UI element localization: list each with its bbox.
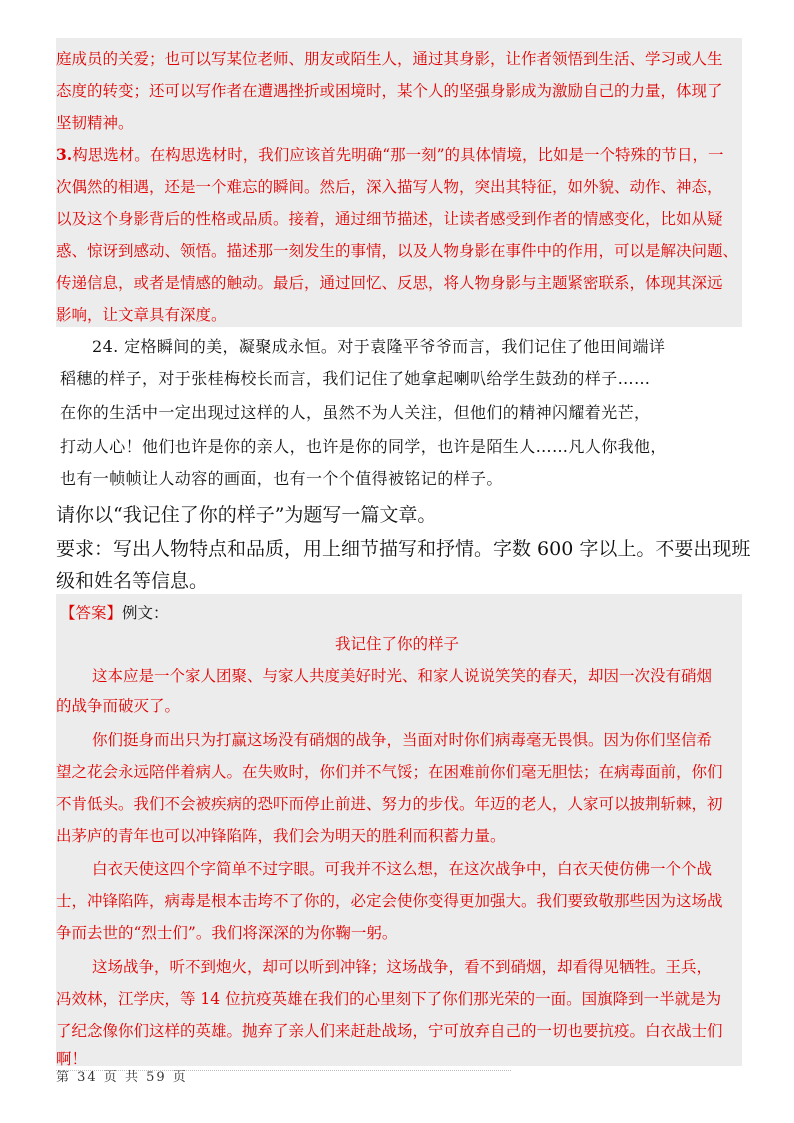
question-prompt: 请你以“我记住了你的样子”为题写一篇文章。	[56, 504, 437, 526]
point3-line: 传递信息，或者是情感的触动。最后，通过回忆、反思，将人物身影与主题紧密联系，体现其深远	[56, 274, 723, 292]
essay-line: 争而去世的“烈士们”。我们将深深的为你鞠一躬。	[56, 924, 398, 942]
essay-line: 你们挺身而出只为打赢这场没有硝烟的战争，当面对时你们病毒毫无畏惧。因为你们坚信希	[92, 731, 713, 749]
essay-line: 啊！	[56, 1050, 88, 1068]
essay-line: 望之花会永远陪伴着病人。在失败时，你们并不气馁；在困难前你们毫无胆怯；在病毒面前，你们	[56, 763, 723, 781]
point3-line: 影响，让文章具有深度。	[56, 306, 227, 324]
requirement-line: 要求：写出人物特点和品质，用上细节描写和抒情。字数 600 字以上。不要出现班	[56, 538, 751, 560]
essay-title: 我记住了你的样子	[334, 635, 459, 653]
essay-line: 不肯低头。我们不会被疾病的恐吓而停止前进、努力的步伐。年迈的老人，人家可以披荆斩棘，初	[56, 795, 723, 813]
essay-line: 的战争而破灭了。	[56, 697, 181, 715]
essay-line: 这场战争，听不到炮火，却可以听到冲锋；这场战争，看不到硝烟，却看得见牺牲。王兵，	[92, 958, 713, 976]
point3-line	[56, 143, 724, 165]
point3-line: 惑、惊讶到感动、领悟。描述那一刻发生的事情，以及人物身影在事件中的作用，可以是解决问题、	[56, 242, 739, 260]
essay-line: 冯效林，江学庆，等 14 位抗疫英雄在我们的心里刻下了你们那光荣的一面。国旗降到一半就是为	[56, 990, 722, 1008]
question-line: 打动人心！他们也许是你的亲人，也许是你的同学，也许是陌生人……凡人你我他，	[60, 437, 667, 456]
answer-tag: 【答案】	[60, 604, 123, 622]
essay-line: 出茅庐的青年也可以冲锋陷阵，我们会为明天的胜利而积蓄力量。	[56, 827, 506, 845]
requirement-line: 级和姓名等信息。	[56, 570, 209, 592]
point3-text: 构思选材。在构思选材时，我们应该首先明确“那一刻”的具体情境，比如是一个特殊的节日，一	[72, 146, 724, 164]
analysis-line: 庭成员的关爱；也可以写某位老师、朋友或陌生人，通过其身影，让作者领悟到生活、学习或人生	[56, 50, 723, 68]
question-line: 稻穗的样子，对于张桂梅校长而言，我们记住了她拿起喇叭给学生鼓劲的样子……	[60, 369, 651, 388]
essay-line: 了纪念像你们这样的英雄。抛弃了亲人们来赶赴战场，宁可放弃自己的一切也要抗疫。白衣战士们	[56, 1022, 723, 1040]
question-line: 24. 定格瞬间的美，凝聚成永恒。对于袁隆平爷爷而言，我们记住了他田间端详	[92, 337, 666, 356]
essay-line: 士，冲锋陷阵，病毒是根本击垮不了你的，必定会使你变得更加强大。我们要致敬那些因为这场战	[56, 892, 723, 910]
essay-line: 白衣天使这四个字简单不过字眼。可我并不这么想，在这次战争中，白衣天使仿佛一个个战	[92, 860, 713, 878]
point3-line: 以及这个身影背后的性格或品质。接着，通过细节描述，让读者感受到作者的情感变化，比如从疑	[56, 210, 723, 228]
answer-label: 例文：	[122, 604, 169, 622]
page-number: 第 34 页 共 59 页	[56, 1070, 188, 1085]
question-line: 在你的生活中一定出现过这样的人，虽然不为人关注，但他们的精神闪耀着光芒，	[60, 403, 651, 422]
question-line: 也有一帧帧让人动容的画面，也有一个个值得被铭记的样子。	[60, 469, 503, 488]
point3-number: 3.	[56, 145, 73, 164]
essay-line: 这本应是一个家人团聚、与家人共度美好时光、和家人说说笑笑的春天，却因一次没有硝烟	[92, 667, 713, 685]
point3-line: 次偶然的相遇，还是一个难忘的瞬间。然后，深入描写人物，突出其特征，如外貌、动作、神态，	[56, 178, 723, 196]
analysis-line: 态度的转变；还可以写作者在遭遇挫折或困境时，某个人的坚强身影成为激励自己的力量，体现了	[56, 82, 723, 100]
analysis-line: 坚韧精神。	[56, 114, 134, 132]
answer-header	[60, 601, 169, 623]
